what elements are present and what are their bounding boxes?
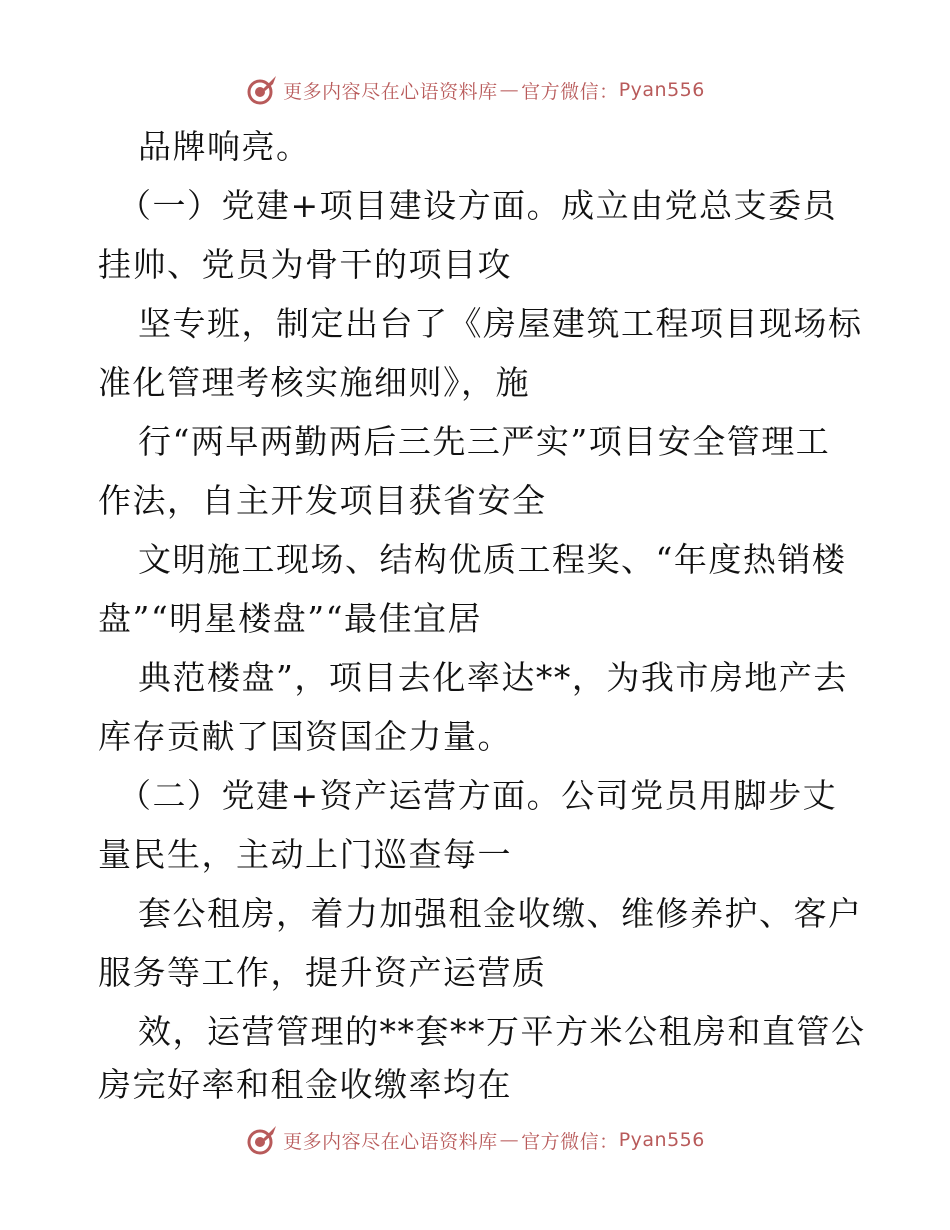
quill-logo-icon (245, 1123, 279, 1157)
watermark-label: 官方微信： (521, 1130, 619, 1153)
text-line: 坚专班，制定出台了《房屋建筑工程项目现场标 (138, 304, 863, 343)
text-line: 准化管理考核实施细则》，施 (98, 363, 530, 402)
watermark-separator: — (499, 79, 520, 101)
watermark-text: 更多内容尽在心语资料库 (283, 1130, 498, 1153)
text-line: 文明施工现场、结构优质工程奖、“年度热销楼 (138, 540, 847, 579)
watermark-account: Pyan556 (618, 79, 705, 101)
text-line: （一）党建+项目建设方面。成立由党总支委员 (118, 186, 838, 225)
text-line: 效，运营管理的**套**万平方米公租房和直管公 (138, 1012, 866, 1051)
watermark-label: 官方微信： (521, 80, 619, 103)
watermark-text: 更多内容尽在心语资料库 (283, 80, 498, 103)
text-line: 品牌响亮。 (138, 127, 311, 166)
watermark-account: Pyan556 (618, 1129, 705, 1151)
text-line: 挂帅、党员为骨干的项目攻 (98, 245, 512, 284)
text-line: （二）党建+资产运营方面。公司党员用脚步丈 (118, 776, 838, 815)
text-line: 套公租房，着力加强租金收缴、维修养护、客户 (138, 894, 863, 933)
text-line: 量民生，主动上门巡查每一 (98, 835, 512, 874)
watermark-separator: — (499, 1129, 520, 1151)
text-line: 典范楼盘”，项目去化率达**，为我市房地产去 (138, 658, 848, 697)
footer-watermark (0, 1122, 950, 1158)
text-line: 库存贡献了国资国企力量。 (98, 717, 512, 756)
text-line: 盘”“明星楼盘”“最佳宜居 (98, 599, 482, 638)
text-line: 房完好率和租金收缴率均在 (98, 1065, 512, 1104)
text-line: 作法，自主开发项目获省安全 (98, 481, 547, 520)
text-line: 服务等工作，提升资产运营质 (98, 953, 547, 992)
text-line: 行“两早两勤两后三先三严实”项目安全管理工 (138, 422, 831, 461)
